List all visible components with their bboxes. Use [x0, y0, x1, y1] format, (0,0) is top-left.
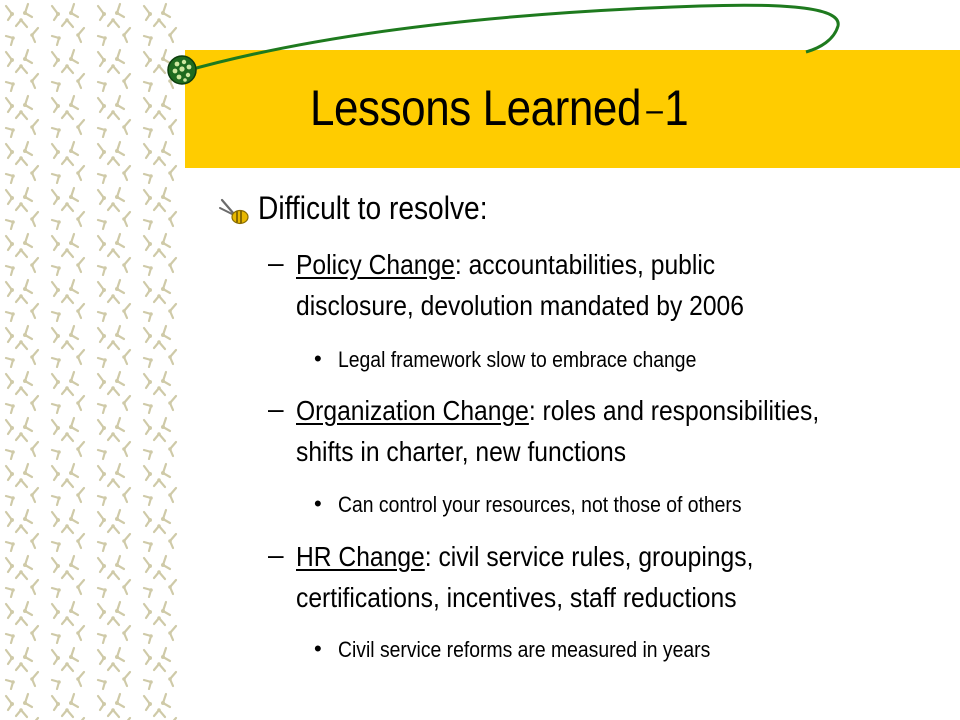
- organization-change-line1-rest: : roles and responsibilities,: [528, 395, 820, 426]
- organization-change-line2: shifts in charter, new functions: [296, 436, 627, 467]
- hr-change-line2: certifications, incentives, staff reductions: [296, 582, 737, 613]
- dash-marker: –: [268, 393, 284, 424]
- title-dash: –: [646, 91, 663, 129]
- organization-change-line1: [296, 395, 819, 427]
- title-main: Lessons Learned: [310, 80, 641, 136]
- organization-change-term: Organization Change: [296, 395, 529, 426]
- dot-marker: •: [314, 491, 322, 516]
- title-number: 1: [664, 80, 689, 136]
- bee-bullet-icon: [218, 196, 252, 226]
- hr-change-term: HR Change: [296, 541, 425, 572]
- organization-change-sub: Can control your resources, not those of others: [338, 492, 742, 517]
- hr-change-sub: Civil service reforms are measured in years: [338, 637, 711, 662]
- dot-marker: •: [314, 346, 322, 371]
- policy-change-term: Policy Change: [296, 249, 455, 280]
- dot-marker: •: [314, 636, 322, 661]
- dash-marker: –: [268, 247, 284, 278]
- policy-change-line1: [296, 249, 715, 281]
- policy-change-line1-rest: : accountabilities, public: [454, 249, 716, 280]
- policy-change-sub: Legal framework slow to embrace change: [338, 347, 697, 372]
- hr-change-line1: [296, 541, 753, 573]
- policy-change-line2: disclosure, devolution mandated by 2006: [296, 290, 744, 321]
- bullet-difficult-to-resolve: Difficult to resolve:: [258, 190, 488, 226]
- dash-marker: –: [268, 539, 284, 570]
- hr-change-line1-rest: : civil service rules, groupings,: [424, 541, 754, 572]
